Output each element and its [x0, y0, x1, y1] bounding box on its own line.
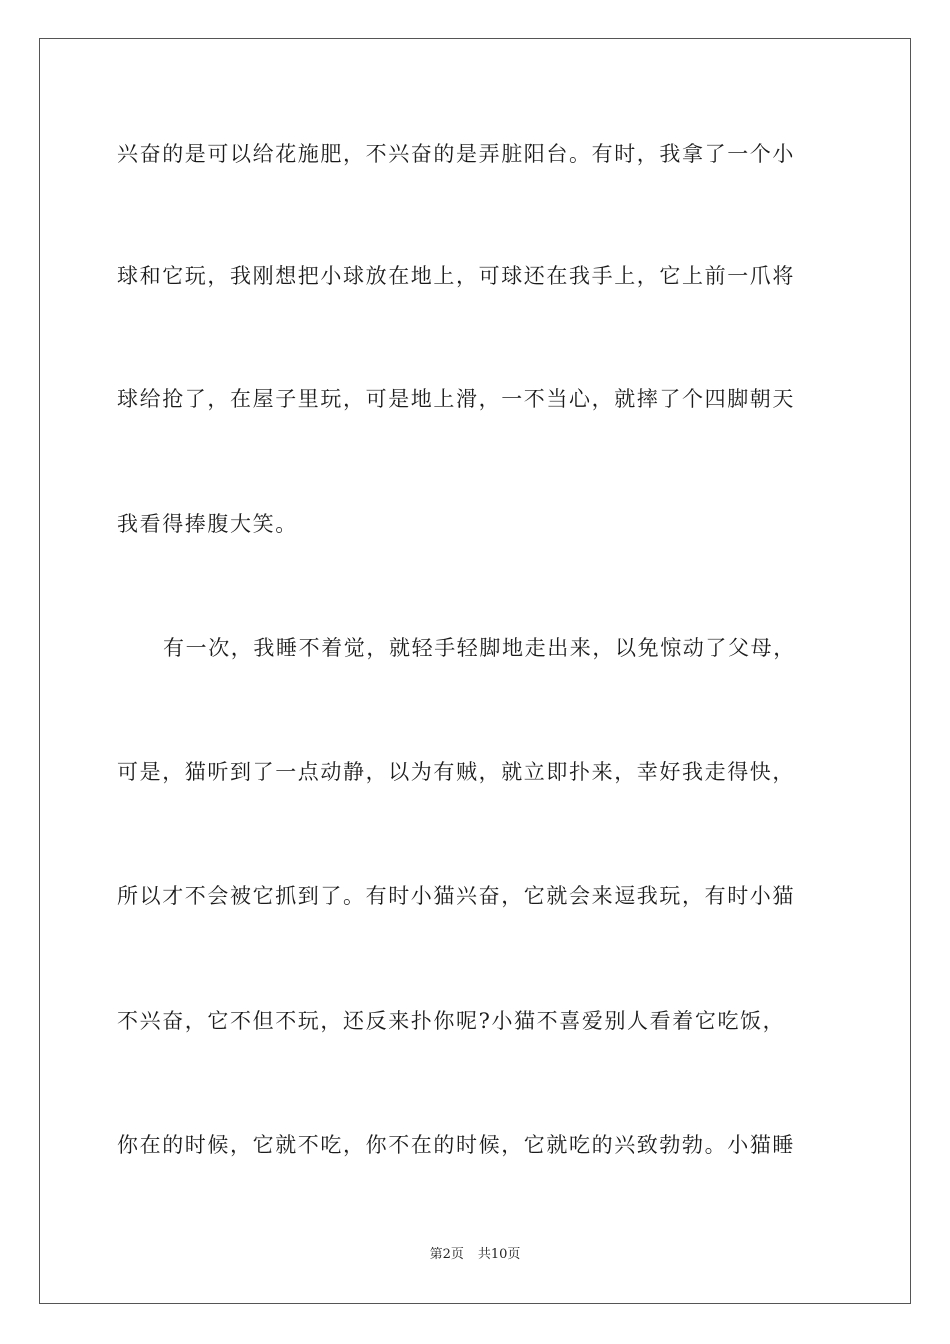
text-line: 球给抢了，在屋子里玩，可是地上滑，一不当心，就摔了个四脚朝天 [117, 387, 795, 411]
page-number: 第2页 [429, 1247, 464, 1262]
text-line: 你在的时候，它就不吃，你不在的时候，它就吃的兴致勃勃。小猫睡 [117, 1133, 795, 1157]
paragraph-start-line: 有一次，我睡不着觉，就轻手轻脚地走出来，以免惊动了父母， [163, 636, 796, 660]
text-line: 我看得捧腹大笑。 [117, 512, 298, 536]
page-footer [0, 1247, 950, 1263]
text-line: 兴奋的是可以给花施肥，不兴奋的是弄脏阳台。有时，我拿了一个小 [117, 142, 795, 166]
page-total: 共10页 [477, 1247, 521, 1262]
text-line: 所以才不会被它抓到了。有时小猫兴奋，它就会来逗我玩，有时小猫 [117, 884, 795, 908]
text-line: 球和它玩，我刚想把小球放在地上，可球还在我手上，它上前一爪将 [117, 264, 795, 288]
text-line: 不兴奋，它不但不玩，还反来扑你呢?小猫不喜爱别人看着它吃饭， [117, 1009, 786, 1033]
page-border [39, 38, 911, 1304]
text-line: 可是，猫听到了一点动静，以为有贼，就立即扑来，幸好我走得快， [117, 760, 795, 784]
